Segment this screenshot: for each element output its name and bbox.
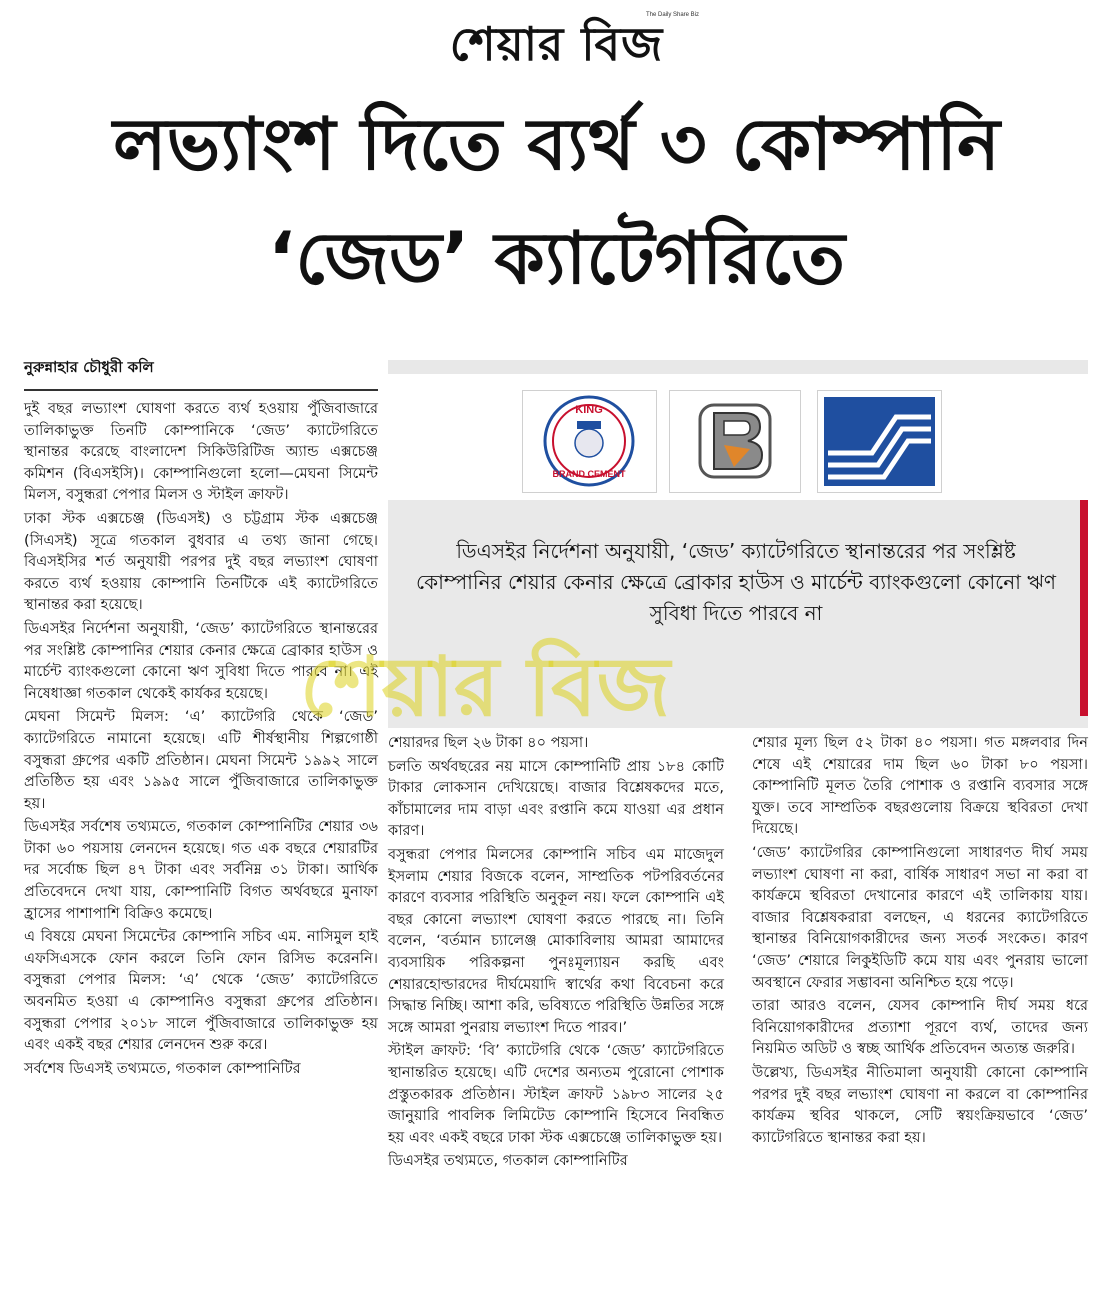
article-column-2: [388, 732, 724, 1174]
company-logos: [388, 374, 1088, 500]
paragraph: ডিএসইর নির্দেশনা অনুযায়ী, ‘জেড’ ক্যাটেগরিতে স্থানান্তরের পর সংশ্লিষ্ট কোম্পানির শেয়ার কেনার ক্ষেত্রে ব্রোকার হাউস ও মার্চেন্ট ব্যাংকগুলো কোনো ঋণ সুবিধা দিতে পারবে না। এই নিষেধাজ্ঞা গতকাল থেকেই কার্যকর হয়েছে।: [24, 619, 378, 702]
paragraph: সর্বশেষ ডিএসই তথ্যমতে, গতকাল কোম্পানিটির: [24, 1059, 301, 1077]
pull-quote-accent-bar: [1080, 500, 1088, 716]
paragraph: মেঘনা সিমেন্ট মিলস: ‘এ’ ক্যাটেগরি থেকে ‘জেড’ ক্যাটেগরিতে নামানো হয়েছে। এটি শীর্ষস্থানীয় শিল্পগোষ্ঠী বসুন্ধরা গ্রুপের একটি প্রতিষ্ঠান। মেঘনা সিমেন্ট ১৯৯২ সালে প্রতিষ্ঠিত হয় এবং ১৯৯৫ সালে পুঁজিবাজারে তালিকাভুক্ত হয়।: [24, 708, 378, 812]
headline-line-1: লভ্যাংশ দিতে ব্যর্থ ৩ কোম্পানি: [112, 102, 1001, 186]
paragraph: বসুন্ধরা পেপার মিলসের কোম্পানি সচিব এম মাজেদুল ইসলাম শেয়ার বিজকে বলেন, সাম্প্রতিক পটপরিবর্তনের কারণে ব্যবসার পরিস্থিতি অনুকূল নয়। ফলে কোম্পানি এই বছর কোনো লভ্যাংশ ঘোষণা করতে পারছে না। তিনি বলেন, ‘বর্তমান চ্যালেঞ্জ মোকাবিলায় আমরা আমাদের ব্যবসায়িক পরিকল্পনা পুনঃমূল্যায়ন করছি এবং শেয়ারহোল্ডারদের দীর্ঘমেয়াদি স্বার্থের কথা বিবেচনা করে সিদ্ধান্ত নিচ্ছি। আশা করি, ভবিষ্যতে পরিস্থিতি উন্নতির সঙ্গে সঙ্গে আমরা পুনরায় লভ্যাংশ দিতে পারব।’: [388, 845, 724, 1036]
paragraph: ‘জেড’ ক্যাটেগরির কোম্পানিগুলো সাধারণত দীর্ঘ সময় লভ্যাংশ ঘোষণা না করা, বার্ষিক সাধারণ সভা না করা বা কার্যক্রমে স্থবিরতা দেখানোর কারণে এই তালিকায় যায়। বাজার বিশ্লেষকরারা বলছেন, এ ধরনের ক্যাটেগরিতে স্থানান্তর বিনিয়োগকারীদের জন্য সতর্ক সংকেত। কারণ ‘জেড’ শেয়ারে লিকুইডিটি কমে যায় এবং পুনরায় ভালো অবস্থানে ফেরার সম্ভাবনা অনিশ্চিত হয়ে পড়ে।: [752, 843, 1088, 991]
king-logo-bottom-text: BRAND CEMENT: [552, 469, 626, 479]
paragraph: উল্লেখ্য, ডিএসইর নীতিমালা অনুযায়ী কোনো কোম্পানি পরপর দুই বছর লভ্যাংশ ঘোষণা না করলে বা কোম্পানির কার্যক্রম স্থবির থাকলে, সেটি স্বয়ংক্রিয়ভাবে ‘জেড’ ক্যাটেগরিতে স্থানান্তর করা হয়।: [752, 1063, 1088, 1146]
king-cement-emblem-icon: [523, 391, 656, 492]
top-band: [388, 360, 1088, 374]
paragraph: এ বিষয়ে মেঘনা সিমেন্টের কোম্পানি সচিব এম. নাসিমুল হাই এফসিএসকে ফোন করলে তিনি ফোন রিসিভ করেননি। বসুন্ধরা পেপার মিলস: ‘এ’ থেকে ‘জেড’ ক্যাটেগরিতে অবনমিত হওয়া এ কোম্পানিও বসুন্ধরা গ্রুপের প্রতিষ্ঠান। বসুন্ধরা পেপার ২০১৮ সালে পুঁজিবাজারে তালিকাভুক্ত হয় এবং একই বছর শেয়ার লেনদেন শুরু করে।: [24, 928, 378, 1054]
paragraph: চলতি অর্থবছরের নয় মাসে কোম্পানিটি প্রায় ১৮৪ কোটি টাকার লোকসান দেখিয়েছে। বাজার বিশ্লেষকদের মতে, কাঁচামালের দাম বাড়া এবং রপ্তানি কমে যাওয়া এর প্রধান কারণ।: [388, 757, 724, 840]
king-brand-cement-logo: [522, 390, 657, 493]
style-craft-emblem-icon: [818, 391, 941, 492]
paragraph: শেয়ার মূল্য ছিল ৫২ টাকা ৪০ পয়সা। গত মঙ্গলবার দিন শেষে এই শেয়ারের দাম ছিল ৬০ টাকা ৮০ পয়সা। কোম্পানিটি মূলত তৈরি পোশাক ও রপ্তানি ব্যবসার সঙ্গে যুক্ত। তবে সাম্প্রতিক বছরগুলোয় বিক্রয়ে স্থবিরতা দেখা দিয়েছে।: [752, 734, 1088, 838]
king-logo-top-text: KING: [575, 404, 603, 416]
article-column-1: [24, 398, 378, 1081]
masthead-tagline: The Daily Share Biz: [646, 12, 700, 18]
paragraph: শেয়ারদর ছিল ২৬ টাকা ৪০ পয়সা।: [388, 734, 589, 751]
bashundhara-emblem-icon: [670, 391, 800, 492]
headline-line-2: ‘জেড’ ক্যাটেগরিতে: [267, 216, 846, 300]
masthead: [0, 8, 1113, 80]
style-craft-logo: [817, 390, 942, 493]
paragraph: স্টাইল ক্রাফট: ‘বি’ ক্যাটেগরি থেকে ‘জেড’ ক্যাটেগরিতে স্থানান্তরিত হয়েছে। এটি দেশের অন্যতম পুরোনো পোশাক প্রস্তুতকারক প্রতিষ্ঠান। স্টাইল ক্রাফট ১৯৮৩ সালের ২৫ জানুয়ারি পাবলিক লিমিটেড কোম্পানি হিসেবে নিবন্ধিত হয় এবং একই বছরে ঢাকা স্টক এক্সচেঞ্জে তালিকাভুক্ত হয়।: [388, 1042, 724, 1146]
article-column-3: [752, 732, 1088, 1150]
masthead-logo: শেয়ার বিজ: [449, 17, 664, 71]
paragraph: ডিএসইর সর্বশেষ তথ্যমতে, গতকাল কোম্পানিটির শেয়ার ৩৬ টাকা ৬০ পয়সায় লেনদেন হয়েছে। গত এক বছরে শেয়ারটির দর সর্বোচ্চ ছিল ৪৭ টাকা এবং সর্বনিম্ন ৩১ টাকা। আর্থিক প্রতিবেদনে দেখা যায়, কোম্পানিটি বিগত অর্থবছরে মুনাফা হ্রাসের পাশাপাশি বিক্রিও কমেছে।: [24, 818, 378, 922]
paragraph: তারা আরও বলেন, যেসব কোম্পানি দীর্ঘ সময় ধরে বিনিয়োগকারীদের প্রত্যাশা পূরণে ব্যর্থ, তাদের জন্য নিয়মিত অডিট ও স্বচ্ছ আর্থিক প্রতিবেদন অত্যন্ত জরুরি।: [752, 997, 1088, 1058]
byline: নুরুন্নাহার চৌধুরী কলি: [24, 356, 378, 391]
paragraph: দুই বছর লভ্যাংশ ঘোষণা করতে ব্যর্থ হওয়ায় পুঁজিবাজারে তালিকাভুক্ত তিনটি কোম্পানিকে ‘জেড’ ক্যাটেগরিতে স্থানান্তর করেছে বাংলাদেশ সিকিউরিটিজ অ্যান্ড এক্সচেঞ্জ কমিশন (বিএসইসি)। কোম্পানিগুলো হলো—মেঘনা সিমেন্ট মিলস, বসুন্ধরা পেপার মিলস ও স্টাইল ক্রাফট।: [24, 400, 378, 504]
pull-quote-text: ডিএসইর নির্দেশনা অনুযায়ী, ‘জেড’ ক্যাটেগরিতে স্থানান্তরের পর সংশ্লিষ্ট কোম্পানির শেয়ার কেনার ক্ষেত্রে ব্রোকার হাউস ও মার্চেন্ট ব্যাংকগুলো কোনো ঋণ সুবিধা দিতে পারবে না: [416, 539, 1056, 625]
bashundhara-paper-logo: [669, 390, 801, 493]
paragraph: ঢাকা স্টক এক্সচেঞ্জ (ডিএসই) ও চট্টগ্রাম স্টক এক্সচেঞ্জ (সিএসই) সূত্রে গতকাল বুধবার এ তথ্য জানা গেছে। বিএসইসির শর্ত অনুযায়ী পরপর দুই বছর লভ্যাংশ ঘোষণা করতে ব্যর্থ হওয়ায় কোম্পানি তিনটিকে এই ক্যাটেগরিতে স্থানান্তর করা হয়েছে।: [24, 509, 378, 614]
watermark: শেয়ার বিজ: [300, 639, 670, 735]
paragraph: ডিএসইর তথ্যমতে, গতকাল কোম্পানিটির: [388, 1152, 628, 1170]
pull-quote-box: [388, 500, 1088, 728]
